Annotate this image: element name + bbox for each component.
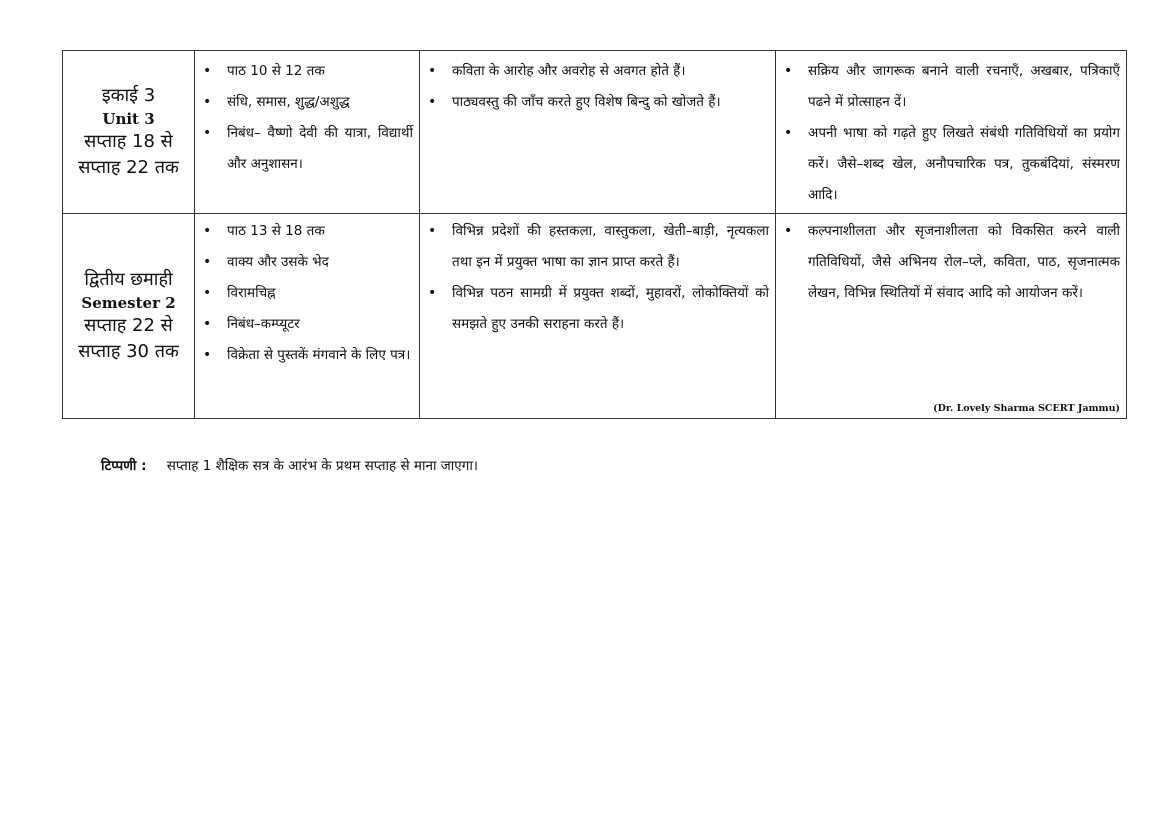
list-item: • विभिन्न प्रदेशों की हस्तकला, वास्तुकला, खेती–बाड़ी, नृत्यकला तथा इन में प्रयुक्त भाषा का ज्ञान प्राप्त करते हैं। [426,216,769,278]
period-range-start: सप्ताह 18 से [84,131,173,152]
period-range-start: सप्ताह 22 से [84,315,173,336]
footnote-text: सप्ताह 1 शैक्षिक सत्र के आरंभ के प्रथम सप्ताह से माना जाएगा। [166,458,478,474]
period-hindi: द्वितीय छमाही [84,269,173,290]
activities-cell [776,51,1127,214]
period-english: Unit 3 [102,110,155,128]
period-range-end: सप्ताह 22 तक [78,157,179,178]
content-cell [195,51,420,214]
list-item: • सक्रिय और जागरूक बनाने वाली रचनाएँ, अखबार, पत्रिकाएँ पढने में प्रोत्साहन दें। [782,56,1120,118]
list-item: • अपनी भाषा को गढ़ते हुए लिखते संबंधी गतिविधियों का प्रयोग करें। जैसे–शब्द खेल, अनौपचारिक पत्र, तुकबंदियां, संस्मरण आदि। [782,118,1120,211]
outcomes-cell [420,51,776,214]
author-credit: (Dr. Lovely Sharma SCERT Jammu) [933,403,1120,414]
content-cell [195,214,420,419]
curriculum-table [62,50,1127,419]
list-item: • विभिन्न पठन सामग्री में प्रयुक्त शब्दों, मुहावरों, लोकोक्तियों को समझते हुए उनकी सराहना करते हैं। [426,278,769,340]
list-item: • विक्रेता से पुस्तकें मंगवाने के लिए पत्र। [201,340,413,371]
list-item: • पाठ्यवस्तु की जाँच करते हुए विशेष बिन्दु को खोजते हैं। [426,87,769,118]
period-cell [63,214,195,419]
list-item: • निबंध–कम्प्यूटर [201,309,413,340]
list-item: • पाठ 10 से 12 तक [201,56,413,87]
table-row [63,214,1127,419]
period-cell [63,51,195,214]
list-item: • विरामचिह्न [201,278,413,309]
list-item: • वाक्य और उसके भेद [201,247,413,278]
outcomes-cell [420,214,776,419]
list-item: • निबंध– वैष्णो देवी की यात्रा, विद्यार्थी और अनुशासन। [201,118,413,180]
list-item: • संधि, समास, शुद्ध/अशुद्ध [201,87,413,118]
period-english: Semester 2 [81,294,176,312]
list-item: • कविता के आरोह और अवरोह से अवगत होते हैं। [426,56,769,87]
list-item: • कल्पनाशीलता और सृजनाशीलता को विकसित करने वाली गतिविधियों, जैसे अभिनय रोल–प्ले, कविता, पाठ, सृजनात्मक लेखन, विभिन्न स्थितियों में संवाद आदि को आयोजन करें। [782,216,1120,309]
footnote [101,456,478,474]
period-range-end: सप्ताह 30 तक [78,341,179,362]
list-item: • पाठ 13 से 18 तक [201,216,413,247]
table-row [63,51,1127,214]
period-hindi: इकाई 3 [101,85,156,106]
activities-cell [776,214,1127,419]
footnote-label: टिप्पणी : [101,458,147,474]
